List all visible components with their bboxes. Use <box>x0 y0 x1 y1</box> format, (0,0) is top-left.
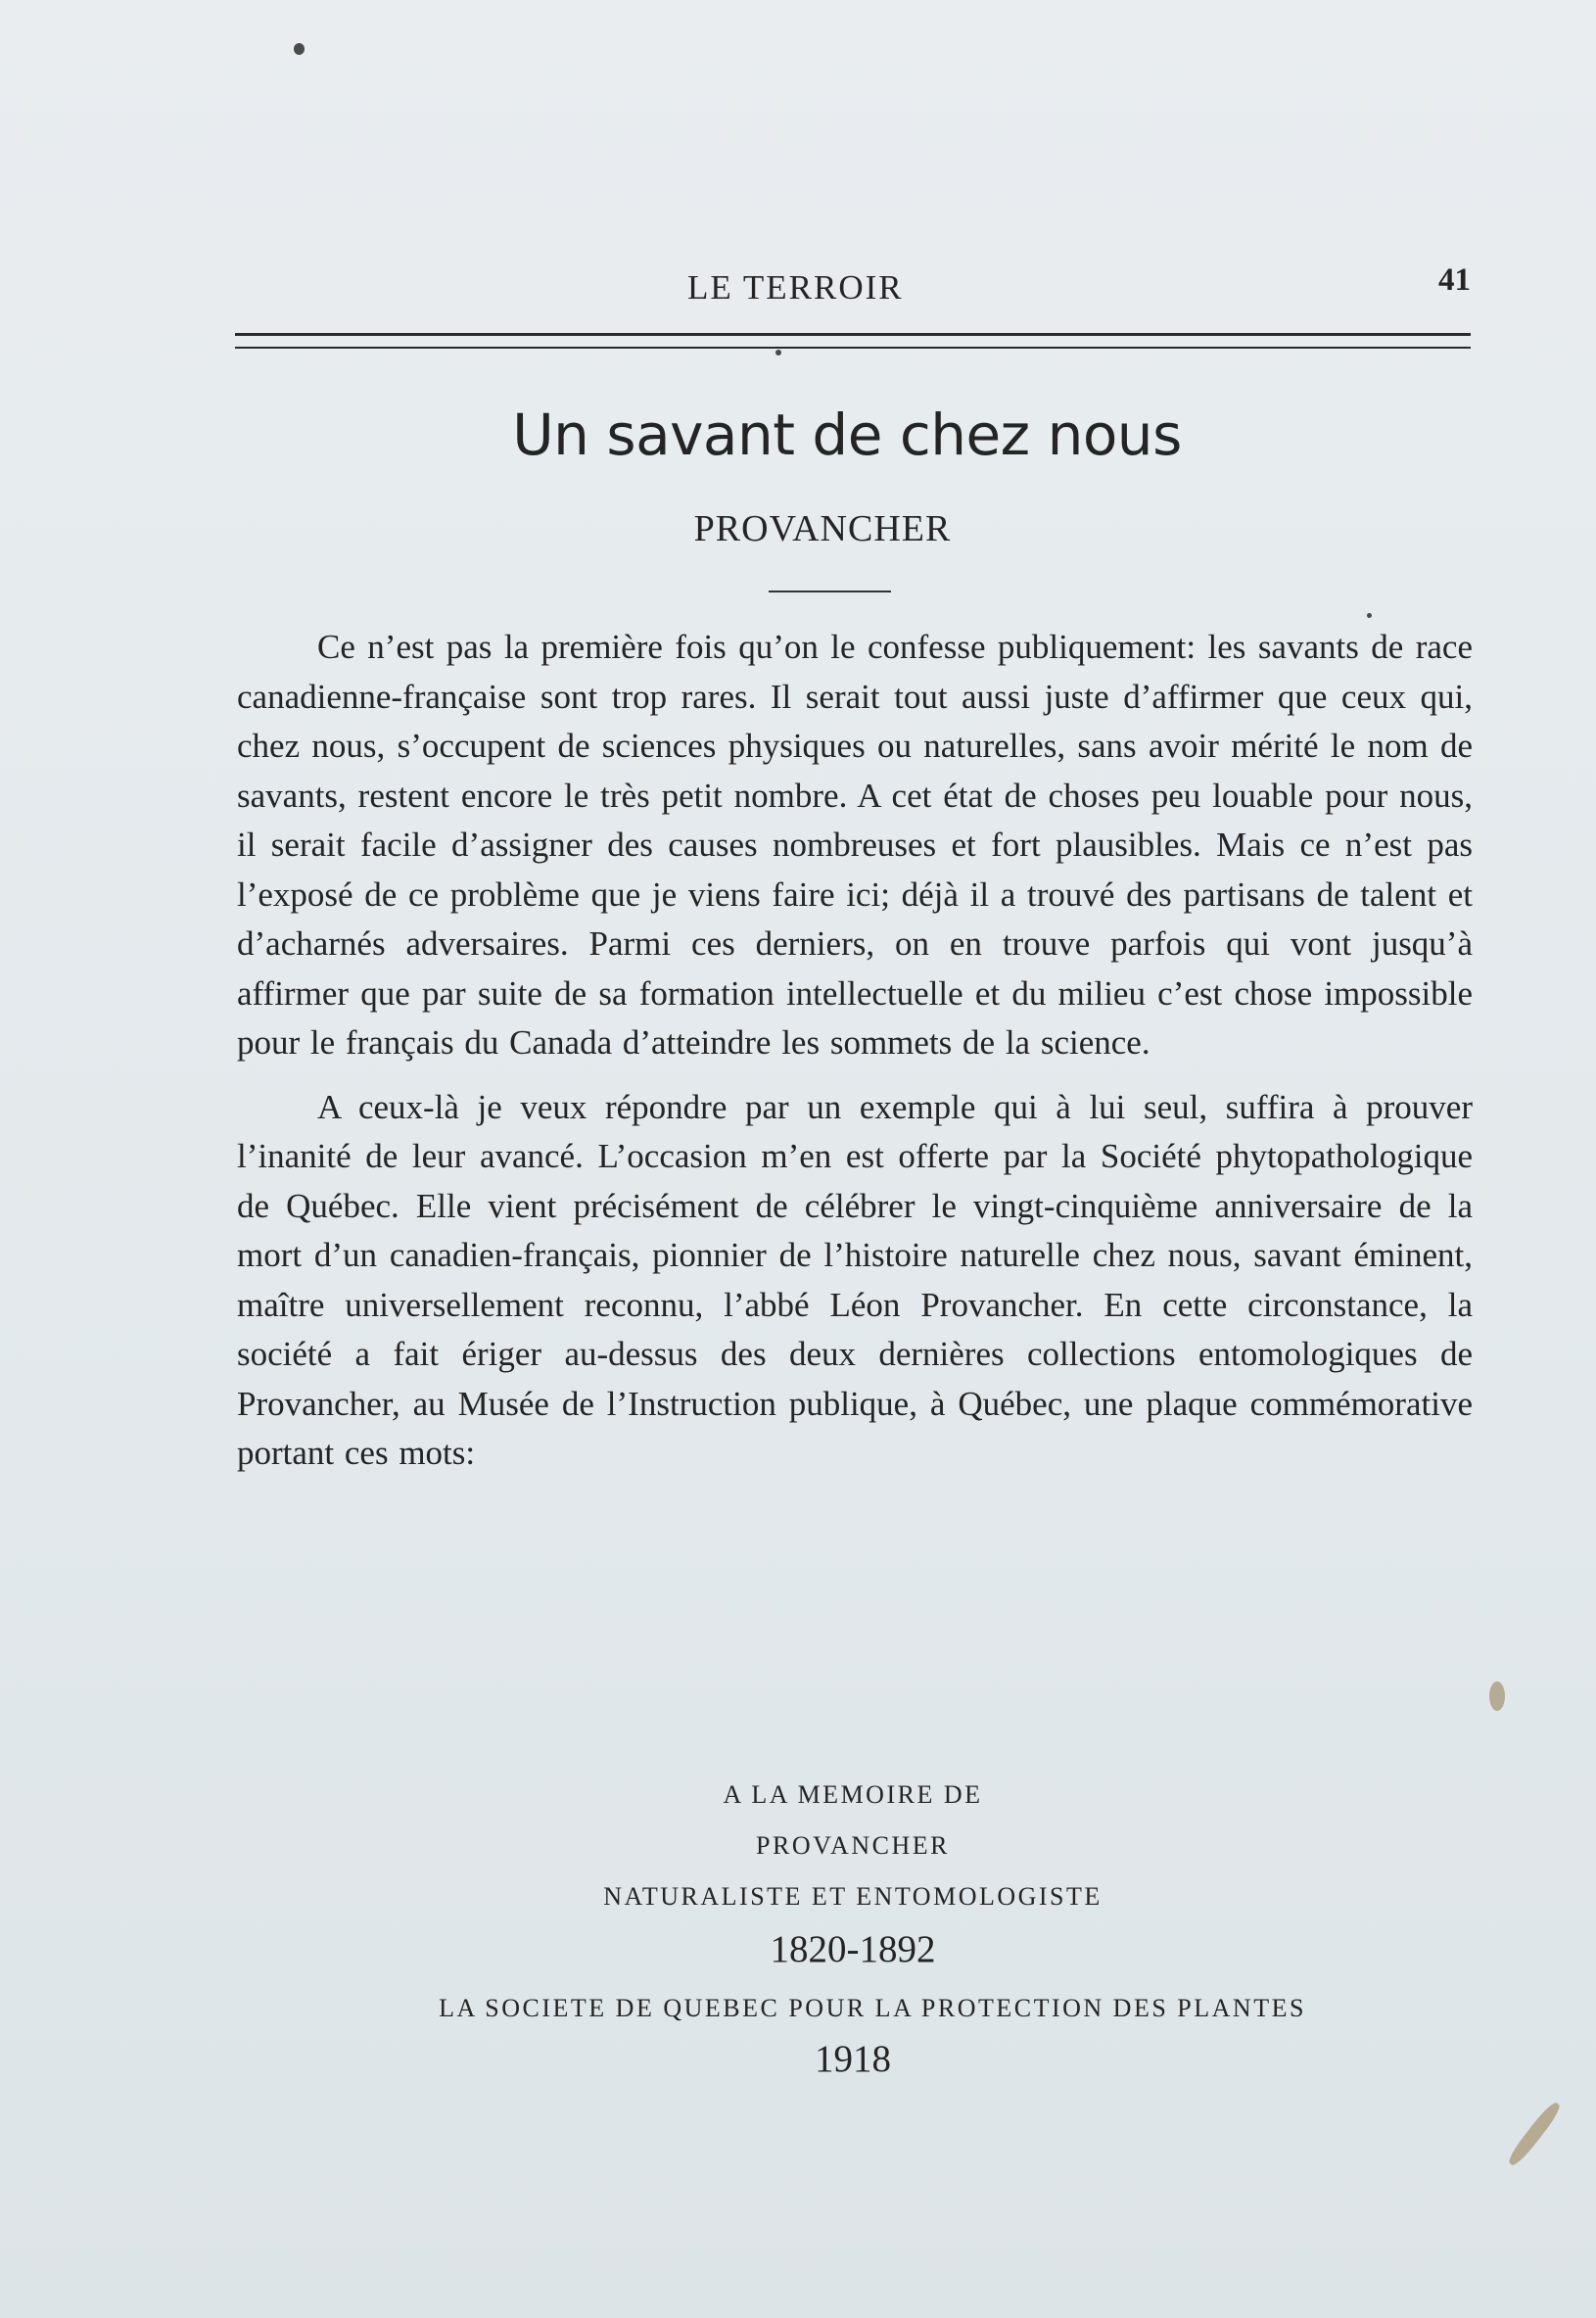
ink-speck <box>294 43 305 55</box>
paper-stain <box>1489 1681 1505 1711</box>
inscription-society: LA SOCIETE DE QUEBEC POUR LA PROTECTION DES PLANTES <box>439 1994 1306 2022</box>
header-rule-thin <box>235 347 1471 349</box>
inscription-year: 1918 <box>815 2038 891 2080</box>
paragraph-2: A ceux-là je veux répondre par un exemple qui à lui seul, suffira à prouver l’inanité de leur avancé. L’occasion m’en est offerte par la Société phytopathologique de Québec. Elle vient précisément de célébrer le vingt-cinquième anniversaire de la mort d’un canadien-français, pionnier de l’histoire naturelle chez nous, savant éminent, maître universellement reconnu, l’abbé Léon Provancher. En cette circonstance, la société a fait ériger au-dessus des deux dernières collections entomologiques de Provancher, au Musée de l’Instruction publique, à Québec, une plaque commémorative portant ces mots: <box>237 1087 1473 1472</box>
ink-speck <box>1367 613 1372 618</box>
inscription-dates: 1820-1892 <box>770 1928 936 1970</box>
ink-speck <box>775 350 781 355</box>
article-subtitle: PROVANCHER <box>693 508 952 549</box>
inscription-line-profession: NATURALISTE ET ENTOMOLOGISTE <box>603 1882 1103 1911</box>
title-divider <box>769 591 891 592</box>
paper-stain <box>1505 2100 1563 2168</box>
article-title: Un savant de chez nous <box>512 402 1182 468</box>
inscription-line-memoire: A LA MEMOIRE DE <box>723 1780 983 1809</box>
running-title: LE TERROIR <box>687 268 904 307</box>
inscription-line-name: PROVANCHER <box>756 1831 950 1860</box>
paragraph-1: Ce n’est pas la première fois qu’on le confesse publiquement: les savants de race canadienne-française sont trop rares. Il serait tout aussi juste d’affirmer que ceux qui, chez nous, s’occupent de sciences physiques ou naturelles, sans avoir mérité le nom de savants, restent encore le très petit nombre. A cet état de choses peu louable pour nous, il serait facile d’assigner des causes nombreuses et fort plausibles. Mais ce n’est pas l’exposé de ce problème que je viens faire ici; déjà il a trouvé des partisans de talent et d’acharnés adversaires. Parmi ces derniers, on en trouve parfois qui vont jusqu’à affirmer que par suite de sa formation intellectuelle et du milieu c’est chose impossible pour le français du Canada d’atteindre les sommets de la science. <box>237 628 1473 1062</box>
running-header <box>235 262 1471 321</box>
header-rule-thick <box>235 333 1471 336</box>
page-number: 41 <box>1438 262 1471 298</box>
article-body <box>237 623 1473 1479</box>
